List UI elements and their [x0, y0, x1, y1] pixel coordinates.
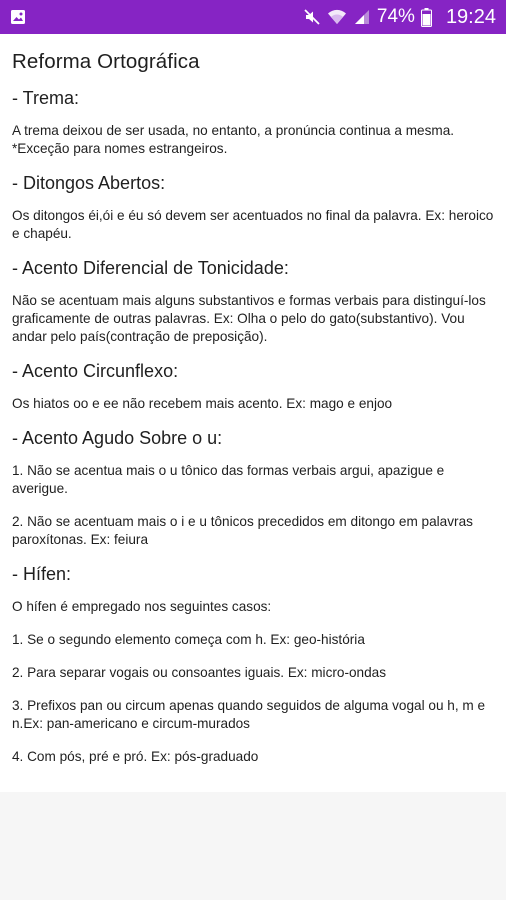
gallery-image-icon: [10, 9, 26, 25]
battery-icon: [421, 8, 432, 27]
section-trema: [12, 88, 498, 158]
paragraph: 1. Não se acentua mais o u tônico das formas verbais argui, apazigue e averigue.: [12, 463, 445, 496]
battery-percent: 74%: [376, 6, 415, 27]
section-ditongos-abertos: [12, 173, 498, 243]
section-title: - Acento Circunflexo:: [12, 361, 179, 381]
section-acento-diferencial: [12, 258, 498, 346]
paragraph: Não se acentuam mais alguns substantivos e formas verbais para distinguí-los graficamente de outras palavras. Ex: Olha o pelo do gato(substantivo). Vou andar pelo país(contração de preposição).: [12, 293, 486, 344]
wifi-icon: [327, 8, 347, 26]
status-bar: [0, 0, 506, 34]
section-title: - Ditongos Abertos:: [12, 173, 166, 193]
paragraph: O hífen é empregado nos seguintes casos:: [12, 599, 272, 614]
signal-icon: [353, 8, 371, 26]
section-title: - Acento Diferencial de Tonicidade:: [12, 258, 289, 278]
paragraph: 1. Se o segundo elemento começa com h. Ex: geo-história: [12, 632, 365, 647]
mute-icon: [303, 8, 321, 26]
paragraph: 3. Prefixos pan ou circum apenas quando seguidos de alguma vogal ou h, m e n.Ex: pan-americano e circum-murados: [12, 698, 486, 731]
paragraph: A trema deixou de ser usada, no entanto, a pronúncia continua a mesma. *Exceção para nomes estrangeiros.: [12, 123, 455, 156]
section-hifen: [12, 564, 498, 766]
section-title: - Acento Agudo Sobre o u:: [12, 428, 223, 448]
section-acento-agudo: [12, 428, 498, 549]
section-title: - Hífen:: [12, 564, 72, 584]
clock: 19:24: [445, 5, 496, 28]
paragraph: Os hiatos oo e ee não recebem mais acento. Ex: mago e enjoo: [12, 396, 393, 411]
paragraph: 2. Para separar vogais ou consoantes iguais. Ex: micro-ondas: [12, 665, 387, 680]
paragraph: Os ditongos éi,ói e éu só devem ser acentuados no final da palavra. Ex: heroico e chapéu.: [12, 208, 494, 241]
paragraph: 2. Não se acentuam mais o i e u tônicos precedidos em ditongo em palavras paroxítonas. Ex: feiura: [12, 514, 473, 547]
section-title: - Trema:: [12, 88, 80, 108]
page-title: Reforma Ortográfica: [12, 50, 200, 73]
empty-bottom-area: [0, 792, 506, 900]
paragraph: 4. Com pós, pré e pró. Ex: pós-graduado: [12, 749, 259, 764]
section-acento-circunflexo: [12, 361, 498, 413]
article-content: [0, 34, 506, 792]
